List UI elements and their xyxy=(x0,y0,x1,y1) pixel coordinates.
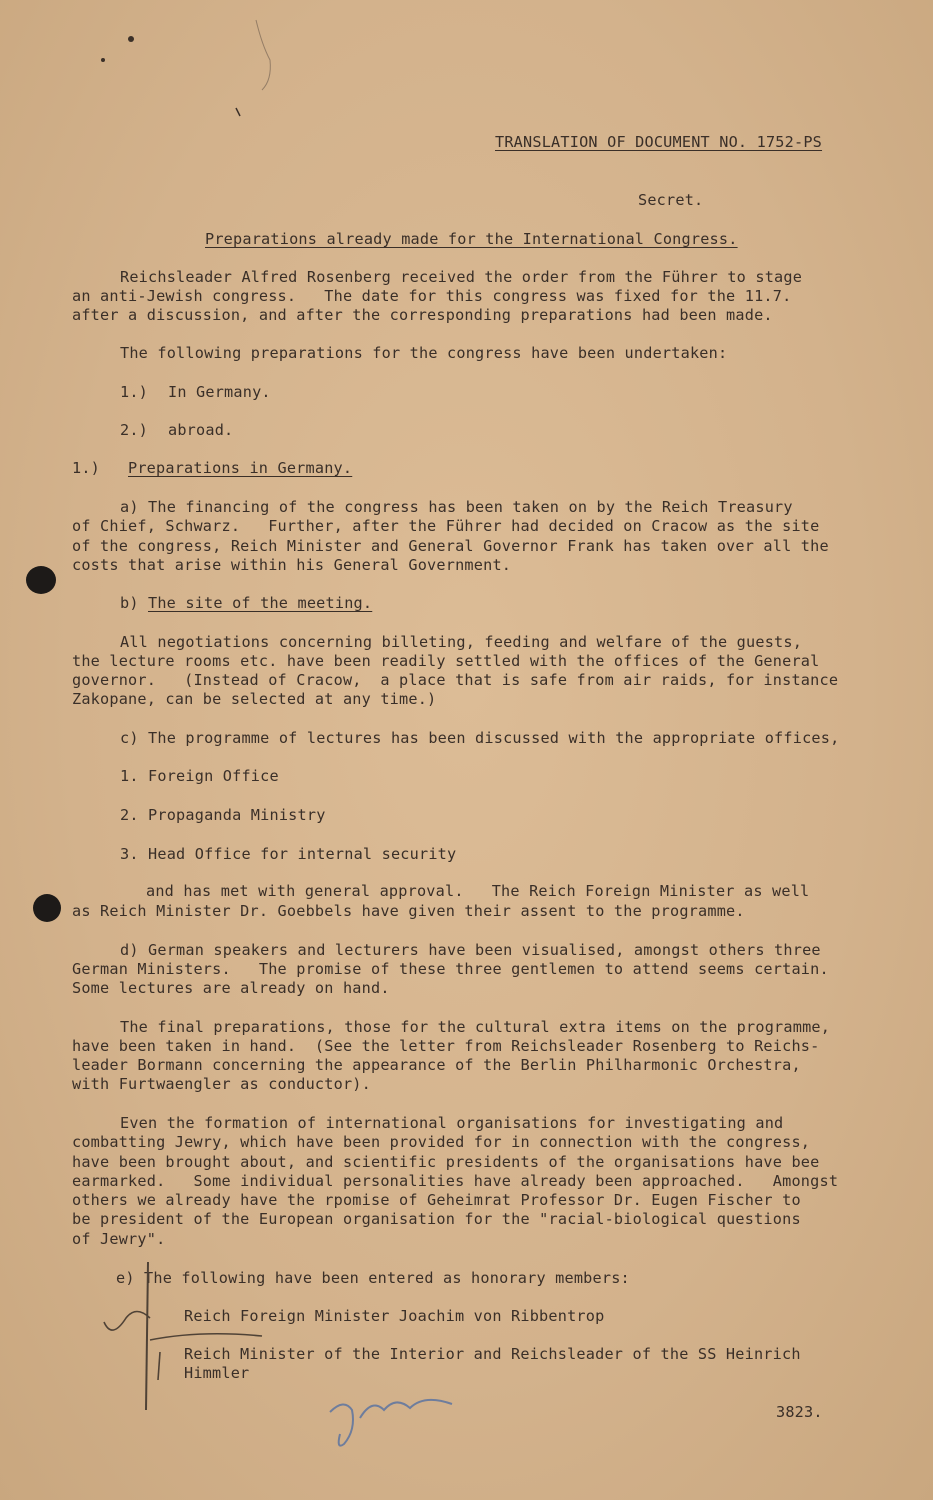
para-c-item: 3. Head Office for internal security xyxy=(120,845,457,863)
honorary-member: Reich Foreign Minister Joachim von Ribbentrop xyxy=(184,1307,605,1325)
para-orgs-line: have been brought about, and scientific presidents of the organisations have bee xyxy=(72,1153,820,1171)
para-a-line: costs that arise within his General Government. xyxy=(72,556,512,574)
para-orgs-line: be president of the European organisation for the "racial-biological questions xyxy=(72,1210,801,1228)
para-final-line: leader Bormann concerning the appearance of the Berlin Philharmonic Orchestra, xyxy=(72,1056,801,1074)
para-e-intro: e) The following have been entered as honorary members: xyxy=(116,1269,630,1287)
para-final-line: The final preparations, those for the cultural extra items on the programme, xyxy=(120,1018,831,1036)
para-a-line: a) The financing of the congress has been taken on by the Reich Treasury xyxy=(120,498,793,516)
outline-text: abroad. xyxy=(168,421,234,439)
para-orgs-line: Even the formation of international organisations for investigating and xyxy=(120,1114,784,1132)
para-orgs-line: of Jewry". xyxy=(72,1230,166,1248)
para-c-item: 1. Foreign Office xyxy=(120,767,279,785)
para-a-line: of Chief, Schwarz. Further, after the Führer had decided on Cracow as the site xyxy=(72,517,820,535)
para-final-line: with Furtwaengler as conductor). xyxy=(72,1075,371,1093)
para-final-line: have been taken in hand. (See the letter from Reichsleader Rosenberg to Reichs- xyxy=(72,1037,820,1055)
para-a-line: of the congress, Reich Minister and General Governor Frank has taken over all the xyxy=(72,537,829,555)
intro-line: after a discussion, and after the corresponding preparations had been made. xyxy=(72,306,773,324)
para-d-line: d) German speakers and lecturers have been visualised, amongst others three xyxy=(120,941,821,959)
para-b-line: Zakopane, can be selected at any time.) xyxy=(72,690,437,708)
honorary-member: Reich Minister of the Interior and Reichsleader of the SS Heinrich xyxy=(184,1345,801,1363)
para-c-approval: as Reich Minister Dr. Goebbels have given their assent to the programme. xyxy=(72,902,745,920)
para-b-line: governor. (Instead of Cracow, a place that is safe from air raids, for instance xyxy=(72,671,839,689)
intro-line: an anti-Jewish congress. The date for this congress was fixed for the 11.7. xyxy=(72,287,792,305)
para-d-line: Some lectures are already on hand. xyxy=(72,979,390,997)
para-c-approval: and has met with general approval. The Reich Foreign Minister as well xyxy=(146,882,810,900)
para-b-line: the lecture rooms etc. have been readily settled with the offices of the General xyxy=(72,652,820,670)
translation-title: TRANSLATION OF DOCUMENT NO. 1752-PS xyxy=(495,133,823,151)
document-number: 3823. xyxy=(776,1403,823,1421)
para-orgs-line: earmarked. Some individual personalities have already been approached. Amongst xyxy=(72,1172,839,1190)
section-heading: Preparations in Germany. xyxy=(128,459,353,477)
undertaken-line: The following preparations for the congress have been undertaken: xyxy=(120,344,728,362)
classification-marking: Secret. xyxy=(638,191,704,209)
para-b-heading: The site of the meeting. xyxy=(148,594,373,612)
outline-number: 2.) xyxy=(120,421,149,439)
honorary-member: Himmler xyxy=(184,1364,250,1382)
para-orgs-line: combatting Jewry, which have been provided for in connection with the congress, xyxy=(72,1133,811,1151)
outline-text: In Germany. xyxy=(168,383,271,401)
para-c-intro: c) The programme of lectures has been discussed with the appropriate offices, xyxy=(120,729,840,747)
intro-line: Reichsleader Alfred Rosenberg received the order from the Führer to stage xyxy=(120,268,803,286)
para-c-item: 2. Propaganda Ministry xyxy=(120,806,326,824)
outline-number: 1.) xyxy=(120,383,149,401)
para-d-line: German Ministers. The promise of these three gentlemen to attend seems certain. xyxy=(72,960,829,978)
para-orgs-line: others we already have the rpomise of Geheimrat Professor Dr. Eugen Fischer to xyxy=(72,1191,801,1209)
section-number: 1.) xyxy=(72,459,101,477)
para-b-line: All negotiations concerning billeting, feeding and welfare of the guests, xyxy=(120,633,803,651)
document-title: Preparations already made for the International Congress. xyxy=(205,230,738,248)
para-b-label: b) xyxy=(120,594,139,612)
